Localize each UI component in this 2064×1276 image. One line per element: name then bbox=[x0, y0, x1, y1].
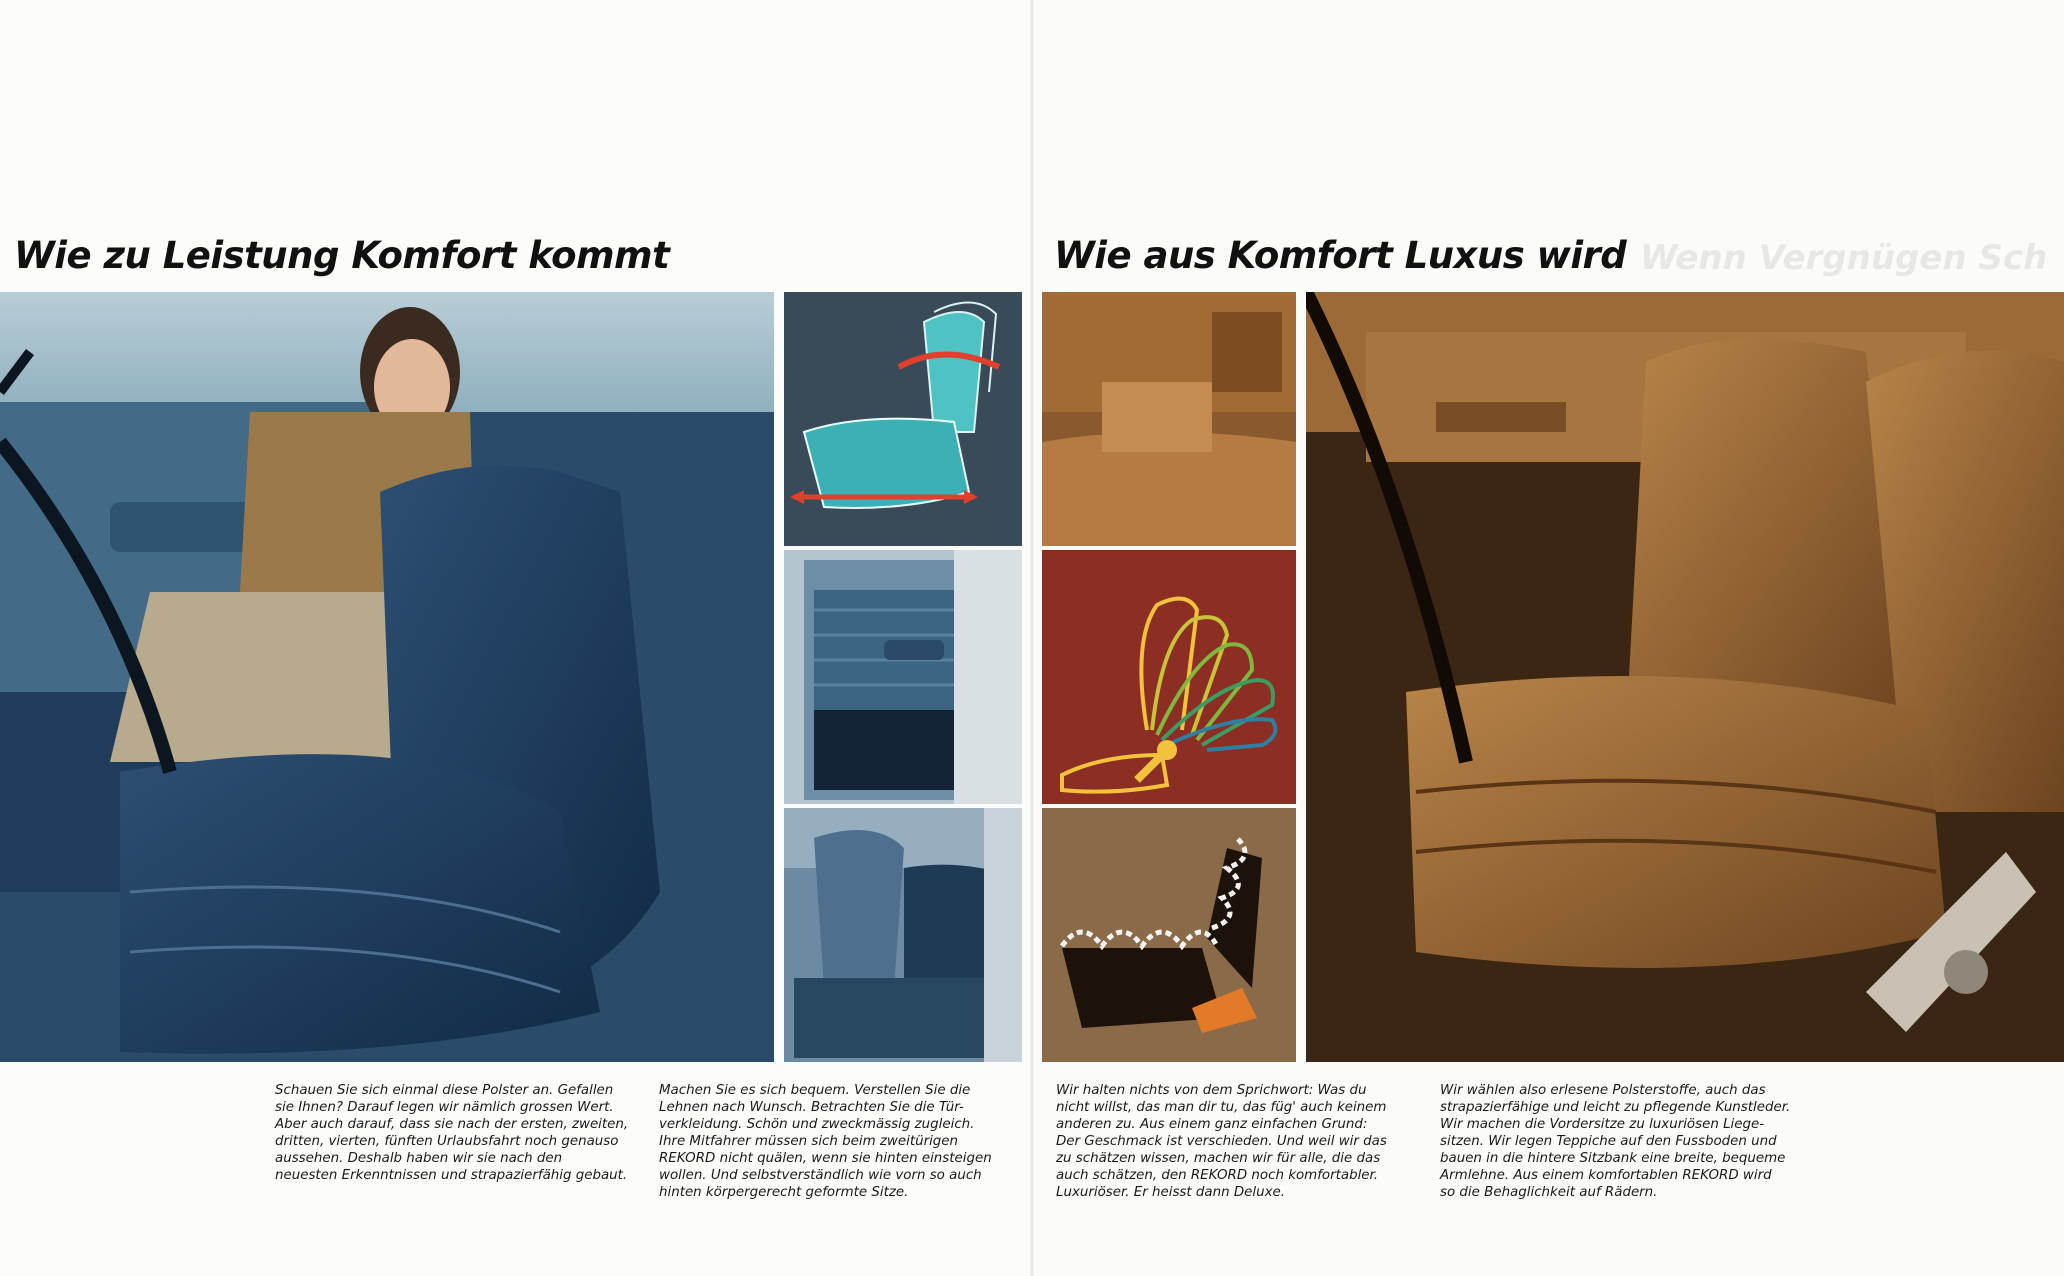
seat-adjust-diagram-blue bbox=[784, 292, 1022, 546]
page-fold bbox=[1030, 0, 1034, 1276]
recline-diagram-red bbox=[1042, 550, 1296, 804]
body-text-column-4: Wir wählen also erlesene Polsterstoffe, auch das strapazierfähige und leicht zu pflegende Kunstleder. Wir machen die Vordersitze zu luxuriösen Liege- sitzen. Wir legen Teppiche auf den Fussboden und bauen in die hintere Sitzbank eine breite, bequeme Armlehne. Aus einem komfortablen REKORD wird so die Behaglichkeit auf Rädern. bbox=[1440, 1083, 1791, 1200]
spring-diagram-brown bbox=[1042, 808, 1296, 1062]
bleed-through-text: Wenn Vergnügen Sch bbox=[1640, 238, 2048, 278]
woman-blue-interior-photo bbox=[0, 292, 774, 1062]
body-text-column-2: Machen Sie es sich bequem. Verstellen Sie die Lehnen nach Wunsch. Betrachten Sie die Tür- verkleidung. Schön und zweckmässig zugleich. Ihre Mitfahrer müssen sich beim zweitürigen REKORD nicht quälen, wenn sie hinten einsteigen wollen. Und selbstverständlich wie vorn so auch hinten körpergerecht geformte Sitze. bbox=[659, 1083, 992, 1200]
body-text-column-3: Wir halten nichts von dem Sprichwort: Was du nicht willst, das man dir tu, das füg' auch keinem anderen zu. Aus einem ganz einfachen Grund: Der Geschmack ist verschieden. Und weil wir das zu schätzen wissen, machen wir für alle, die das auch schätzen, den REKORD noch komfortabler. Luxuriöser. Er heisst dann Deluxe. bbox=[1056, 1083, 1387, 1200]
right-headline: Wie aus Komfort Luxus wird bbox=[1054, 234, 1627, 277]
left-headline: Wie zu Leistung Komfort kommt bbox=[14, 234, 670, 277]
tan-interior-photo bbox=[1306, 292, 2064, 1062]
armrest-photo bbox=[1042, 292, 1296, 546]
rear-seat-photo bbox=[784, 808, 1022, 1062]
body-text-column-1: Schauen Sie sich einmal diese Polster an. Gefallen sie Ihnen? Darauf legen wir nämlich grossen Wert. Aber auch darauf, dass sie nach der ersten, zweiten, dritten, vierten, fünften Urlaubsfahrt noch genauso aussehen. Deshalb haben wir sie nach den neuesten Erkenntnissen und strapazierfähig gebaut. bbox=[275, 1083, 629, 1183]
door-panel-photo bbox=[784, 550, 1022, 804]
